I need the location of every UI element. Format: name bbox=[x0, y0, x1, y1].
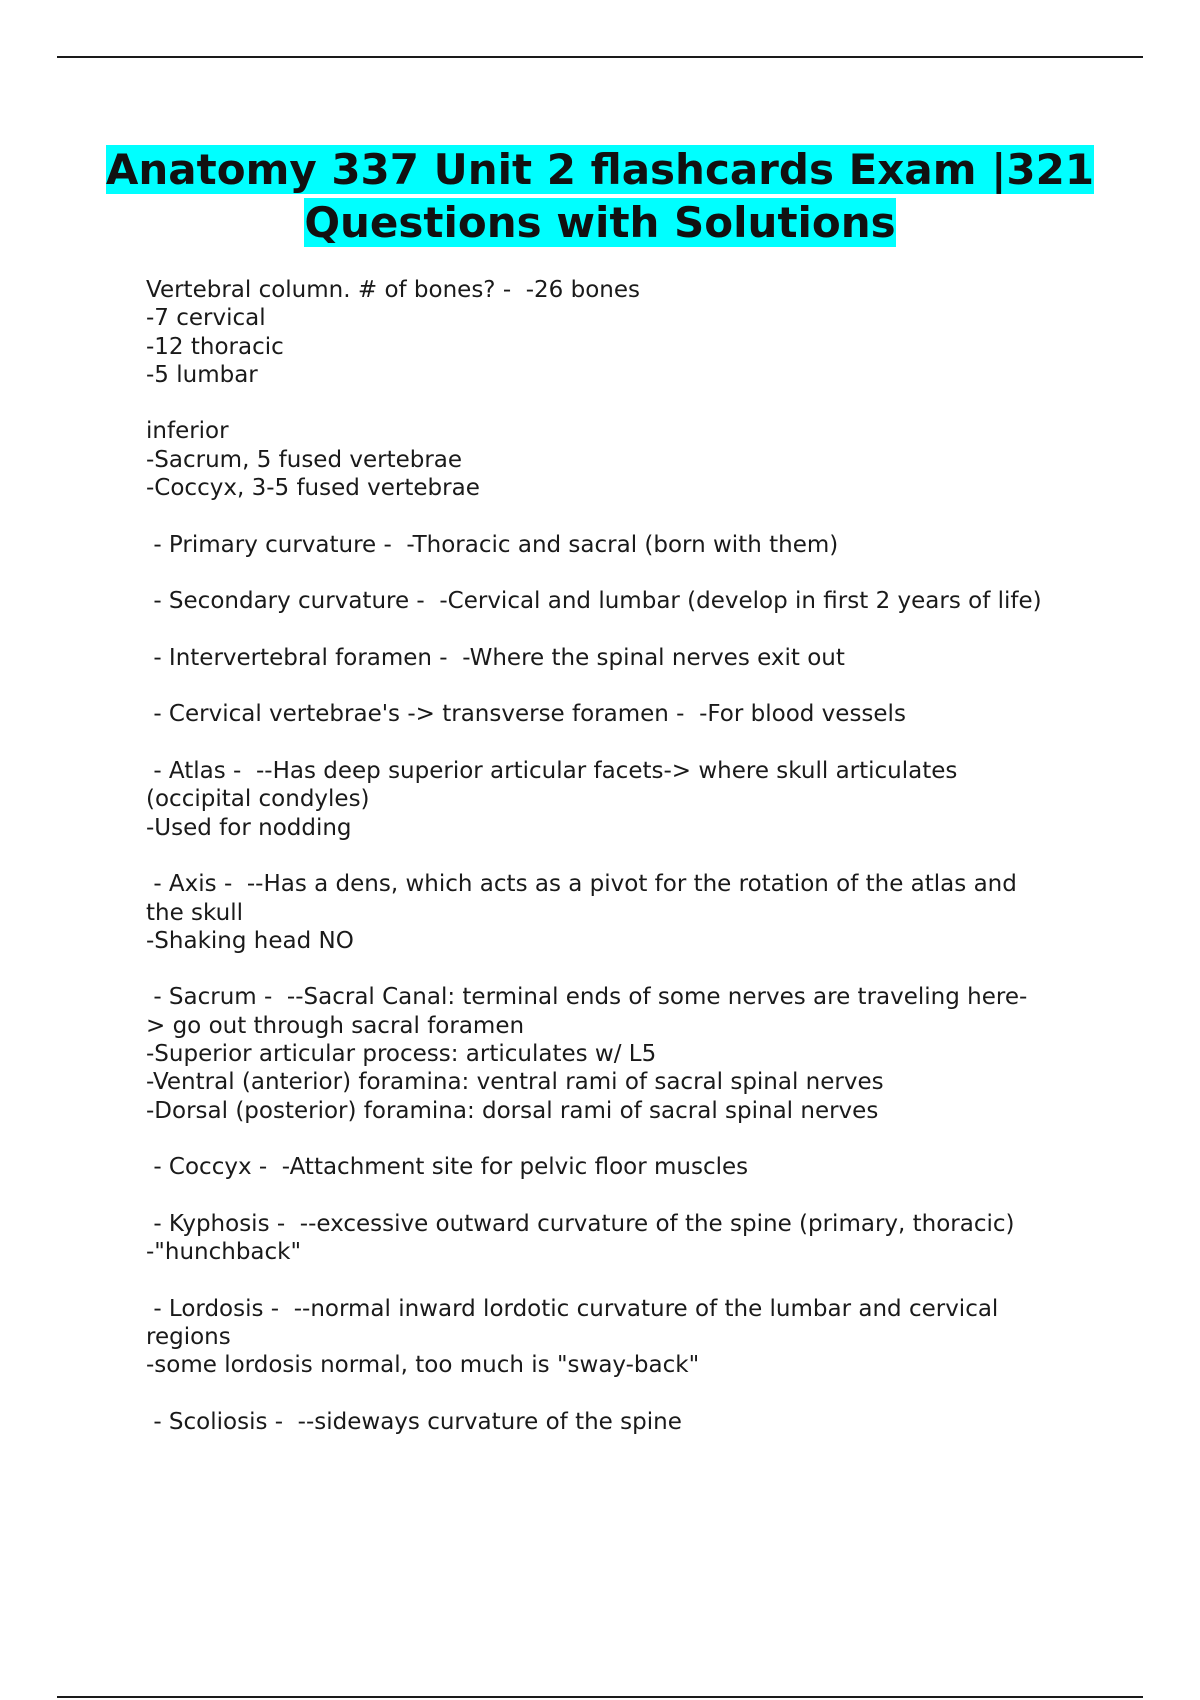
text-line: > go out through sacral foramen bbox=[146, 1012, 525, 1039]
text-line: -5 lumbar bbox=[146, 361, 258, 388]
blank-line bbox=[146, 672, 1096, 700]
text-line: -Shaking head NO bbox=[146, 927, 354, 954]
blank-line bbox=[146, 616, 1096, 644]
text-line: Vertebral column. # of bones? - -26 bones bbox=[146, 277, 641, 303]
text-line: the skull bbox=[146, 899, 244, 926]
text-line: -Dorsal (posterior) foramina: dorsal rami of sacral spinal nerves bbox=[146, 1097, 879, 1124]
text-line: inferior bbox=[146, 418, 229, 445]
blank-line bbox=[146, 1266, 1096, 1294]
text-line: -7 cervical bbox=[146, 305, 266, 332]
blank-line bbox=[146, 955, 1096, 983]
text-line: - Scoliosis - --sideways curvature of the spine bbox=[146, 1408, 682, 1435]
text-line: -"hunchback" bbox=[146, 1239, 302, 1266]
text-line: - Coccyx - -Attachment site for pelvic floor muscles bbox=[146, 1154, 749, 1181]
text-line: - Kyphosis - --excessive outward curvature of the spine (primary, thoracic) bbox=[146, 1210, 1015, 1237]
text-line: - Primary curvature - -Thoracic and sacral (born with them) bbox=[146, 531, 839, 558]
text-line: - Intervertebral foramen - -Where the spinal nerves exit out bbox=[146, 644, 845, 671]
top-rule bbox=[57, 56, 1143, 58]
blank-line bbox=[146, 842, 1096, 870]
text-line: - Sacrum - --Sacral Canal: terminal ends of some nerves are traveling here- bbox=[146, 984, 1028, 1011]
flashcard-content bbox=[146, 276, 1096, 1436]
text-line: -Sacrum, 5 fused vertebrae bbox=[146, 446, 463, 473]
text-line: -Ventral (anterior) foramina: ventral rami of sacral spinal nerves bbox=[146, 1069, 884, 1096]
blank-line bbox=[146, 1125, 1096, 1153]
document-title: Anatomy 337 Unit 2 flashcards Exam |321 Questions with Solutions bbox=[105, 145, 1095, 247]
blank-line bbox=[146, 729, 1096, 757]
text-line: - Secondary curvature - -Cervical and lumbar (develop in first 2 years of life) bbox=[146, 588, 1042, 615]
title-block bbox=[60, 143, 1140, 249]
text-line: (occipital condyles) bbox=[146, 786, 370, 813]
blank-line bbox=[146, 559, 1096, 587]
blank-line bbox=[146, 502, 1096, 530]
text-line: - Lordosis - --normal inward lordotic curvature of the lumbar and cervical bbox=[146, 1295, 999, 1322]
text-line: -12 thoracic bbox=[146, 333, 284, 360]
text-line: - Axis - --Has a dens, which acts as a pivot for the rotation of the atlas and bbox=[146, 871, 1017, 898]
blank-line bbox=[146, 389, 1096, 417]
text-line: - Atlas - --Has deep superior articular facets-> where skull articulates bbox=[146, 758, 958, 785]
bottom-rule bbox=[57, 1696, 1143, 1698]
blank-line bbox=[146, 1182, 1096, 1210]
text-line: -some lordosis normal, too much is "sway-back" bbox=[146, 1352, 700, 1379]
blank-line bbox=[146, 1380, 1096, 1408]
text-line: -Used for nodding bbox=[146, 814, 352, 841]
text-line: - Cervical vertebrae's -> transverse foramen - -For blood vessels bbox=[146, 701, 906, 728]
text-line: regions bbox=[146, 1323, 231, 1350]
text-line: -Superior articular process: articulates w/ L5 bbox=[146, 1041, 657, 1068]
text-line: -Coccyx, 3-5 fused vertebrae bbox=[146, 475, 480, 502]
